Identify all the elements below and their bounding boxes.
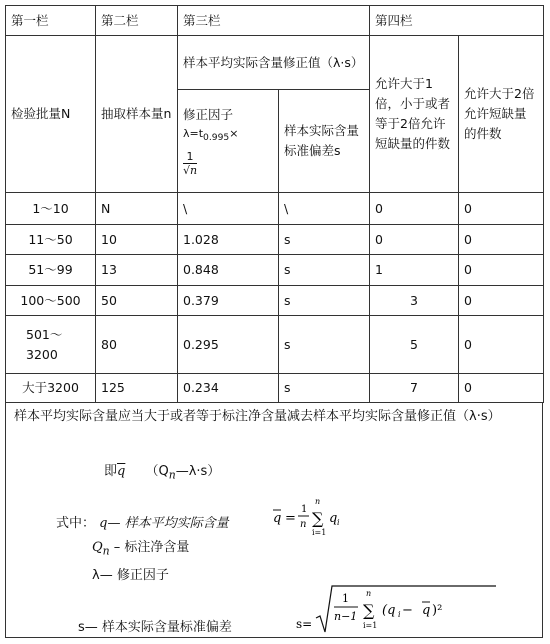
row3-allow2: 0 bbox=[459, 255, 544, 286]
row3-sd: s bbox=[279, 255, 370, 286]
mean-formula-svg bbox=[271, 494, 391, 540]
eq-sub: n bbox=[168, 468, 176, 482]
sd-term-q: q bbox=[422, 603, 431, 618]
mean-sum-top: n bbox=[315, 497, 321, 506]
sd-term-mid: − bbox=[402, 603, 413, 618]
requirement-statement: 样本平均实际含量应当大于或者等于标注净含量减去样本平均实际含量修正值（λ·s） bbox=[14, 409, 501, 424]
correction-header: 样本平均实际含量修正值（λ·s） bbox=[178, 36, 370, 90]
row5-range: 501～3200 bbox=[6, 316, 96, 374]
sd-sum-top: n bbox=[366, 589, 372, 598]
requirement-equation bbox=[104, 460, 220, 482]
header-col3: 第三栏 bbox=[178, 6, 370, 36]
row6-range: 大于3200 bbox=[6, 374, 96, 403]
row1-allow2: 0 bbox=[459, 193, 544, 225]
row4-sd: s bbox=[279, 286, 370, 316]
row4-factor: 0.379 bbox=[178, 286, 279, 316]
batch-size-header: 检验批量N bbox=[6, 36, 96, 193]
mean-sum-bot: i=1 bbox=[312, 528, 327, 537]
sd-formula-svg bbox=[296, 582, 506, 638]
row1-sd: \ bbox=[279, 193, 370, 225]
row2-factor: 1.028 bbox=[178, 225, 279, 255]
mean-frac-num: 1 bbox=[301, 504, 308, 515]
row3-sample: 13 bbox=[96, 255, 178, 286]
factor-formula-sub: 0.995 bbox=[203, 132, 230, 144]
def-lambda: λ— 修正因子 bbox=[92, 567, 169, 583]
row4-allow1: 3 bbox=[370, 286, 459, 316]
row3-range: 51～99 bbox=[6, 255, 96, 286]
sample-size-header: 抽取样本量n bbox=[96, 36, 178, 193]
eq-prefix: 即 bbox=[104, 464, 118, 479]
row1-factor: \ bbox=[178, 193, 279, 225]
table-row bbox=[6, 255, 544, 286]
table-row bbox=[6, 193, 544, 225]
row2-sample: 10 bbox=[96, 225, 178, 255]
factor-formula-lhs: λ=t bbox=[183, 127, 204, 141]
eq-tail: —λ·s） bbox=[175, 464, 221, 479]
row3-allow1: 1 bbox=[370, 255, 459, 286]
row5-sample: 80 bbox=[96, 316, 178, 374]
factor-formula bbox=[183, 127, 273, 145]
row2-sd: s bbox=[279, 225, 370, 255]
row6-sd: s bbox=[279, 374, 370, 403]
mean-sigma: ∑ bbox=[312, 509, 324, 528]
symbol-definitions bbox=[56, 512, 229, 588]
sd-lhs: s= bbox=[296, 617, 313, 631]
factor-header bbox=[178, 90, 279, 193]
table-row bbox=[6, 225, 544, 255]
header-col4: 第四栏 bbox=[370, 6, 544, 36]
sd-formula bbox=[296, 582, 506, 642]
factor-frac-num: 1 bbox=[183, 150, 197, 164]
def-qn-sub: n bbox=[102, 544, 110, 558]
row2-range: 11～50 bbox=[6, 225, 96, 255]
mean-frac-den: n bbox=[300, 519, 307, 530]
def-q-text: q— 样本平均实际含量 bbox=[99, 516, 229, 531]
row2-allow1: 0 bbox=[370, 225, 459, 255]
row4-sample: 50 bbox=[96, 286, 178, 316]
row5-allow1: 5 bbox=[370, 316, 459, 374]
sd-term-sub: i bbox=[398, 610, 401, 619]
allow-short-header: 允许大于1倍，小于或者等于2倍允许短缺量的件数 bbox=[370, 36, 459, 193]
sd-frac-den: n−1 bbox=[334, 610, 358, 623]
sd-frac-num: 1 bbox=[342, 592, 349, 605]
row1-range: 1～10 bbox=[6, 193, 96, 225]
sd-sigma: ∑ bbox=[363, 601, 375, 620]
allow-over2-header: 允许大于2倍允许短缺量的件数 bbox=[459, 36, 544, 193]
row1-sample: N bbox=[96, 193, 178, 225]
row5-allow2: 0 bbox=[459, 316, 544, 374]
def-qn bbox=[56, 536, 229, 564]
sd-sum-bot: i=1 bbox=[363, 621, 378, 630]
sd-term-tail: )² bbox=[432, 603, 443, 618]
mean-lhs: q bbox=[273, 511, 282, 526]
eq-q: $\overline{q}$ bbox=[117, 464, 126, 479]
factor-formula-times: × bbox=[229, 127, 239, 141]
def-prefix: 式中： bbox=[56, 516, 96, 531]
factor-frac-den: √n bbox=[183, 163, 198, 177]
row6-allow2: 0 bbox=[459, 374, 544, 403]
def-qn-symbol: Q bbox=[92, 540, 103, 555]
formula-notes bbox=[5, 402, 543, 638]
def-mean bbox=[56, 512, 229, 536]
row1-allow1: 0 bbox=[370, 193, 459, 225]
row6-allow1: 7 bbox=[370, 374, 459, 403]
def-qn-text: – 标注净含量 bbox=[109, 540, 190, 555]
mean-term: q bbox=[329, 511, 338, 526]
table-row bbox=[6, 374, 544, 403]
row5-factor: 0.295 bbox=[178, 316, 279, 374]
factor-label: 修正因子 bbox=[183, 107, 234, 123]
mean-formula bbox=[271, 494, 391, 543]
sampling-table bbox=[5, 5, 544, 403]
header-col2: 第二栏 bbox=[96, 6, 178, 36]
row5-sd: s bbox=[279, 316, 370, 374]
row6-sample: 125 bbox=[96, 374, 178, 403]
mean-term-sub: i bbox=[337, 518, 340, 527]
row6-factor: 0.234 bbox=[178, 374, 279, 403]
sd-term: (q bbox=[382, 603, 396, 618]
table-row bbox=[6, 286, 544, 316]
def-sd: s— 样本实际含量标准偏差 bbox=[78, 620, 232, 635]
table-row bbox=[6, 316, 544, 374]
row3-factor: 0.848 bbox=[178, 255, 279, 286]
header-col1: 第一栏 bbox=[6, 6, 96, 36]
factor-fraction bbox=[183, 150, 197, 177]
mean-eq: = bbox=[285, 511, 296, 526]
eq-rest: （Q bbox=[145, 464, 169, 479]
sd-header: 样本实际含量标准偏差s bbox=[279, 90, 370, 193]
row4-allow2: 0 bbox=[459, 286, 544, 316]
row4-range: 100～500 bbox=[6, 286, 96, 316]
row2-allow2: 0 bbox=[459, 225, 544, 255]
